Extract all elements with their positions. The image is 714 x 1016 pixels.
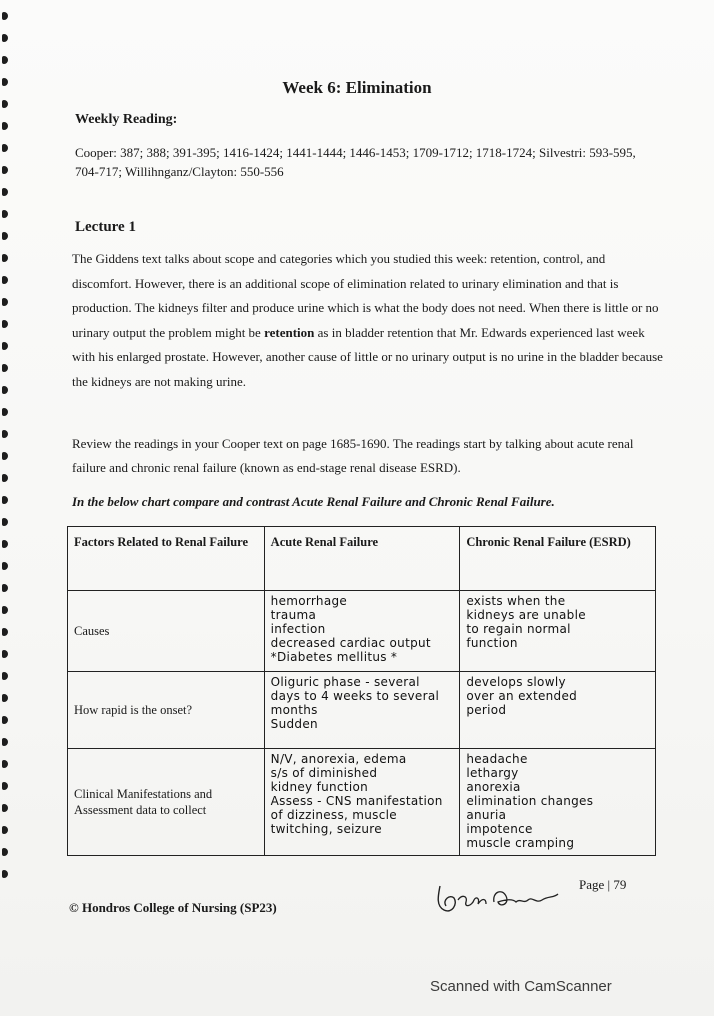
spiral-ring (2, 144, 8, 152)
spiral-ring (2, 518, 8, 526)
handwritten-entry: infection (270, 622, 326, 636)
spiral-ring (2, 254, 8, 262)
handwritten-signature (428, 878, 568, 918)
acute-cell (264, 749, 460, 856)
handwritten-entry: months (270, 703, 318, 717)
handwritten-entry: hemorrhage (270, 594, 348, 608)
spiral-ring (2, 628, 8, 636)
weekly-reading-list: Cooper: 387; 388; 391-395; 1416-1424; 1441-1444; 1446-1453; 1709-1712; 1718-1724; Silvestri: 593-595, 704-717; Willihnganz/Clayton: 550-556 (75, 145, 636, 179)
page-title: Week 6: Elimination (282, 78, 432, 97)
acute-cell (264, 672, 460, 749)
handwritten-entry: of dizziness, muscle (270, 808, 397, 822)
handwritten-entry: Assess - CNS manifestation (270, 794, 443, 808)
spiral-ring (2, 276, 8, 284)
camscanner-watermark: Scanned with CamScanner (430, 978, 612, 995)
handwritten-entry: function (466, 636, 518, 650)
lecture-text-part-1: The Giddens text talks about scope and categories which you studied this week: retention, control, and discomfort. However, there is an additional scope of elimination related to urinary elimination and that is production. The kidneys filter and produce urine which is what the body does not need. When there is little or no urinary output the problem might be (72, 251, 659, 340)
lecture-bold-term: retention (264, 324, 315, 340)
factor-cell: How rapid is the onset? (68, 672, 265, 749)
spiral-ring (2, 452, 8, 460)
renal-failure-comparison-table (67, 526, 656, 856)
handwritten-entry: decreased cardiac output (270, 636, 431, 650)
spiral-binding (0, 0, 12, 900)
spiral-ring (2, 210, 8, 218)
spiral-ring (2, 694, 8, 702)
spiral-ring (2, 562, 8, 570)
handwritten-entry: s/s of diminished (270, 766, 378, 780)
factor-cell: Clinical Manifestations and Assessment data to collect (68, 749, 265, 856)
handwritten-entry: develops slowly (466, 675, 566, 689)
spiral-ring (2, 232, 8, 240)
spiral-ring (2, 848, 8, 856)
spiral-ring (2, 386, 8, 394)
spiral-ring (2, 650, 8, 658)
spiral-ring (2, 716, 8, 724)
spiral-ring (2, 782, 8, 790)
handwritten-entry: N/V, anorexia, edema (270, 752, 407, 766)
header-acute: Acute Renal Failure (264, 527, 460, 591)
handwritten-entry: anuria (466, 808, 507, 822)
handwritten-entry: Sudden (270, 717, 318, 731)
handwritten-entry: to regain normal (466, 622, 571, 636)
spiral-ring (2, 870, 8, 878)
handwritten-entry: exists when the (466, 594, 566, 608)
spiral-ring (2, 342, 8, 350)
spiral-ring (2, 430, 8, 438)
handwritten-entry: Oliguric phase - several (270, 675, 420, 689)
acute-cell (264, 591, 460, 672)
spiral-ring (2, 100, 8, 108)
spiral-ring (2, 540, 8, 548)
handwritten-entry: anorexia (466, 780, 521, 794)
chronic-cell (460, 591, 656, 672)
chart-instruction: In the below chart compare and contrast Acute Renal Failure and Chronic Renal Failure. (72, 494, 555, 509)
table-row (68, 672, 656, 749)
header-factors: Factors Related to Renal Failure (68, 527, 265, 591)
spiral-ring (2, 584, 8, 592)
handwritten-entry: trauma (270, 608, 317, 622)
footer-copyright: © Hondros College of Nursing (SP23) (69, 900, 277, 915)
table-header-row (68, 527, 656, 591)
lecture-heading: Lecture 1 (75, 219, 136, 235)
spiral-ring (2, 804, 8, 812)
handwritten-entry: days to 4 weeks to several (270, 689, 440, 703)
spiral-ring (2, 298, 8, 306)
chronic-cell (460, 672, 656, 749)
table-row (68, 591, 656, 672)
spiral-ring (2, 320, 8, 328)
spiral-ring (2, 738, 8, 746)
handwritten-entry: muscle cramping (466, 836, 575, 850)
spiral-ring (2, 496, 8, 504)
chronic-cell (460, 749, 656, 856)
handwritten-entry: headache (466, 752, 528, 766)
spiral-ring (2, 34, 8, 42)
factor-cell: Causes (68, 591, 265, 672)
table-row (68, 749, 656, 856)
header-chronic: Chronic Renal Failure (ESRD) (460, 527, 656, 591)
handwritten-entry: kidneys are unable (466, 608, 586, 622)
spiral-ring (2, 122, 8, 130)
handwritten-entry: kidney function (270, 780, 368, 794)
weekly-reading-heading: Weekly Reading: (75, 112, 178, 127)
handwritten-entry: period (466, 703, 507, 717)
spiral-ring (2, 188, 8, 196)
spiral-ring (2, 364, 8, 372)
spiral-ring (2, 760, 8, 768)
lecture-text-part-2: as in bladder retention that Mr. Edwards experienced last week with his enlarged prostate. However, another cause of little or no urinary output is no urine in the bladder because the kidneys are not making urine. (72, 324, 663, 389)
handwritten-entry: *Diabetes mellitus * (270, 650, 398, 664)
spiral-ring (2, 166, 8, 174)
spiral-ring (2, 606, 8, 614)
lecture-paragraph (72, 247, 664, 394)
handwritten-entry: elimination changes (466, 794, 594, 808)
spiral-ring (2, 826, 8, 834)
spiral-ring (2, 474, 8, 482)
review-paragraph: Review the readings in your Cooper text on page 1685-1690. The readings start by talking about acute renal failure and chronic renal failure (known as end-stage renal disease ESRD). (72, 436, 634, 475)
handwritten-entry: over an extended (466, 689, 578, 703)
handwritten-entry: impotence (466, 822, 533, 836)
handwritten-entry: twitching, seizure (270, 822, 382, 836)
page-number: Page | 79 (579, 877, 627, 892)
spiral-ring (2, 672, 8, 680)
handwritten-entry: lethargy (466, 766, 519, 780)
spiral-ring (2, 408, 8, 416)
spiral-ring (2, 56, 8, 64)
spiral-ring (2, 12, 8, 20)
